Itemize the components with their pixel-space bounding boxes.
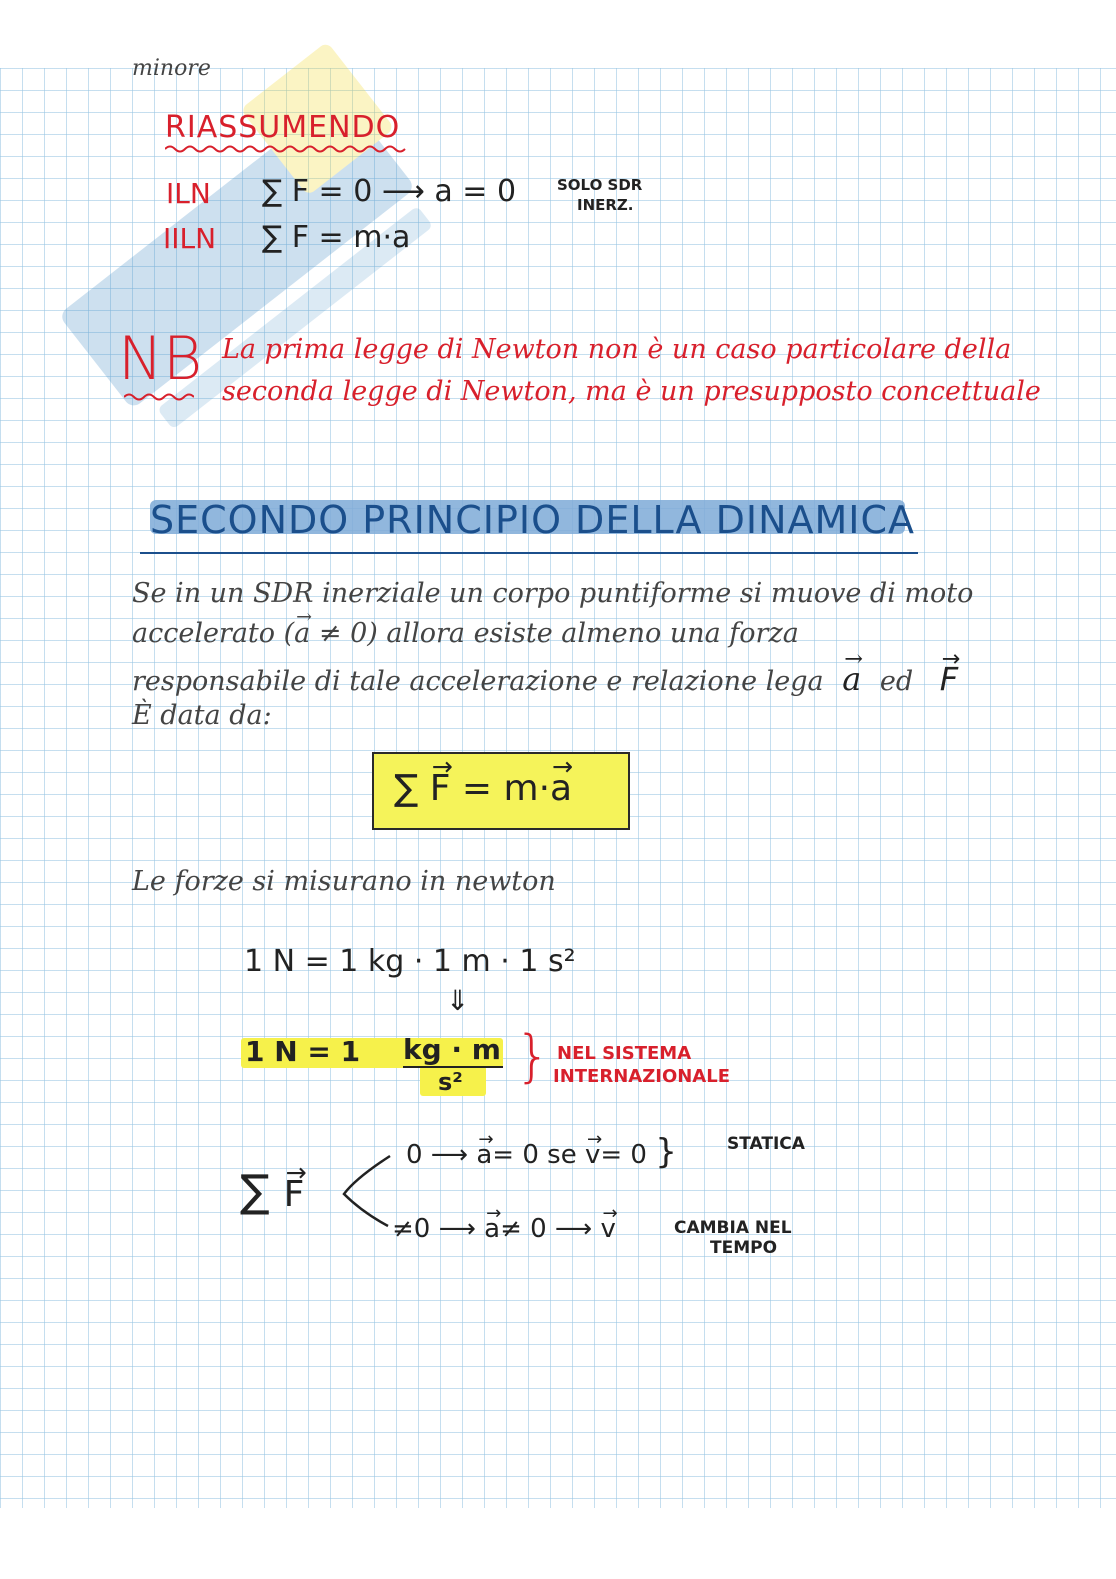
nb-line-2: seconda legge di Newton, ma è un presupposto concettuale	[222, 376, 1041, 407]
branch-lines	[338, 1150, 398, 1230]
si-label-2: INTERNAZIONALE	[553, 1066, 731, 1087]
heading-underline	[165, 144, 410, 154]
si-label-1: NEL SISTEMA	[557, 1043, 692, 1064]
first-law-label: ILN	[166, 177, 211, 210]
nb-line-1: La prima legge di Newton non è un caso particolare della	[222, 334, 1012, 365]
case-nonzero: ≠0 ⟶ → a≠ 0 ⟶ → v	[392, 1214, 616, 1244]
units-sentence: Le forze si misurano in newton	[132, 866, 556, 897]
vector-a: → a	[294, 618, 310, 649]
top-fragment: minore	[132, 56, 211, 81]
nb-underline	[124, 392, 194, 402]
inerz-note: INERZ.	[577, 196, 634, 214]
title-underline	[140, 552, 918, 554]
si-brace: }	[515, 1024, 551, 1089]
newton-si-denominator: s²	[438, 1068, 463, 1096]
implies-arrow: ⇓	[446, 984, 470, 1017]
vector-a: → a	[842, 660, 861, 698]
newton-si-numerator: kg · m	[403, 1033, 501, 1066]
cambia-label-2: TEMPO	[710, 1238, 778, 1258]
cases-sum-force: ∑ → F	[240, 1166, 304, 1217]
newton-si-lhs: 1 N = 1	[245, 1035, 361, 1068]
paragraph-line-3: responsabile di tale accelerazione e relazione lega → a ed → F	[132, 660, 958, 698]
second-law-label: IILN	[163, 222, 217, 255]
riassumendo-heading: RIASSUMENDO	[165, 110, 401, 145]
nb-label: NB	[118, 324, 203, 394]
paragraph-line-2: accelerato (→ a ≠ 0) allora esiste almeno una forza	[132, 618, 799, 649]
boxed-formula: ∑ → F = m·→ a	[394, 768, 572, 809]
paragraph-line-1: Se in un SDR inerziale un corpo puntiforme si muove di moto	[132, 578, 974, 609]
paragraph-line-4: È data da:	[132, 700, 272, 731]
newton-definition: 1 N = 1 kg · 1 m · 1 s²	[244, 944, 576, 979]
cambia-label-1: CAMBIA NEL	[674, 1218, 792, 1238]
vector-f: → F	[940, 660, 958, 698]
case-zero: 0 ⟶ → a= 0 se → v= 0 }	[406, 1132, 677, 1172]
solo-sdr-note: SOLO SDR	[557, 176, 643, 194]
first-law-formula: ∑ F = 0 ⟶ a = 0	[262, 174, 517, 209]
second-law-formula: ∑ F = m·a	[262, 220, 411, 255]
statica-label: STATICA	[727, 1134, 805, 1154]
section-title: SECONDO PRINCIPIO DELLA DINAMICA	[150, 498, 916, 542]
